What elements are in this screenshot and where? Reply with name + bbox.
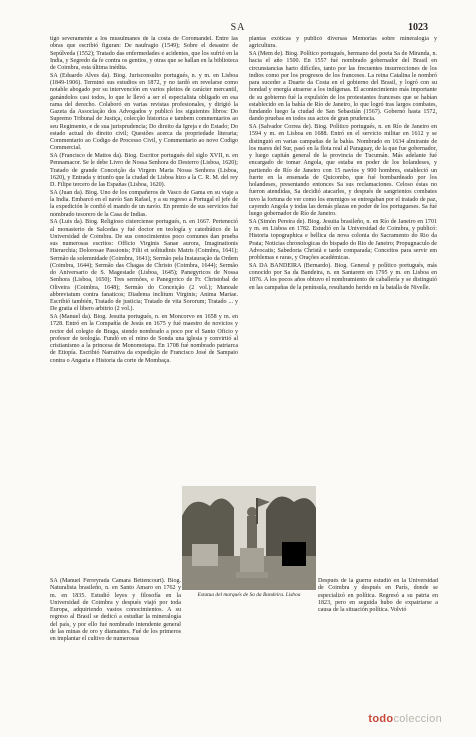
left-entry xyxy=(50,219,238,313)
left-entry xyxy=(50,190,238,219)
statue-flagpole xyxy=(256,498,258,524)
watermark-brand: todo xyxy=(368,713,394,725)
bottom-right-entry: Después de la guerra estudió en la Universidad de Coimbra y después en París, donde se especializó en política. Regresó a su patria en 1823, pero en seguida hubo de expatriarse a causa de la situación política. Volvió xyxy=(318,578,438,613)
left-entry xyxy=(50,36,238,72)
left-entry xyxy=(50,73,238,153)
right-entry-text: SA (Salvador Correa de). Biog. Político portugués, n. en Río de Janeiro en 1594 y m. en Lisboa en 1688. Entró en el servicio militar en 1612 y se distinguió en varias campañas de la bahía. Nombrado en 1634 almirante de los mares del Sur, pasó en la flota real al Paraguay, de la que fue gobernador, y luego capitán general de la provincia de Tucumán. Más adelante fué encargado de tomar Angola, que estaba en poder de los holandeses, y partiendo de Río de Janeiro con 15 navíos y 900 hombres, estableció un fuerte en la ensenada de Quicombo, que fué bombardeado por los holandeses, presentando entonces Sa sus reclamaciones. Celoso éstas no fueron atendidas, Sa decidió atacarles, y después de sangrientos combates tuvo la fortuna de ver como los enemigos se entregaban por el tratado de paz, cayendo Angola y todas las demás plazas en poder de los portugueses. Sa fué luego gobernador de Río de Janeiro. xyxy=(249,124,437,217)
left-entry xyxy=(50,153,238,189)
right-entry-text: plantas exóticas y publicó diversas Memorias sobre mineralogía y agricultura. xyxy=(249,36,437,50)
left-entry-text: SA (Manuel da). Biog. Jesuita portugués, n. en Moncorvo en 1658 y m. en 1728. Entró en la Compañía de Jesús en 1675 y fué maestro de novicios y rector del colegio de Braga, siendo nombrado a poco por el Santo Oficio y profesor de teología. Fundó en el reino de Sonda una iglesia y convirtió al cristianismo a la princesa de Monomotapa. En 1708 fué nombrado patriarca de Etiopía. Escribió Narrativa da expedição de Francisco José de Sampaio contra o Angaria e Historia da corte de Mombaça. xyxy=(50,314,238,364)
statue-figure xyxy=(247,516,257,548)
bottom-left-entry: SA (Manuel Ferreyrada Camara Bettencourt). Biog. Naturalista brasileño, n. en Santo Amaro en 1762 y m. en 1835. Estudió leyes y filosofía en la Universidad de Coimbra y después viajó por toda Europa, adquiriendo vastos conocimientos. A su regreso al Brasil se dedicó a estudiar la mineralogía del país, y por ello fué nombrado intendente general de las minas de oro y diamantes. Fué de los primeros en implantar el cultivo de numerosas xyxy=(50,578,181,642)
right-entry xyxy=(249,124,437,218)
statue-head xyxy=(247,507,257,517)
right-entry-text: SA (Simón Pereira de). Biog. Jesuita brasileño, n. en Río de Janeiro en 1701 y m. en Lisboa en 1782. Estudió en la Universidad de Coimbra, y publicó: Historia topographica e bellica da nova colonia do Sacramento do Rio da Prata; Noticias chronologicas do bispado do Rio de Janeiro; Propugnaculo de Advocatis; Sabedoria Christã e tardo comparada; Conceitos para servir em problemas e raras, y Orações académicas. xyxy=(249,218,437,261)
watermark-rest: coleccion xyxy=(393,713,442,725)
left-entry-text: SA (Eduardo Alves da). Biog. Jurisconsulto portugués, n. y m. en Lisboa (1849-1906). Terminó sus estudios en 1872, y no tardó en revelarse como notable abogado por su intervención en varios pleitos de carácter mercantil, ganándolos casi todos, lo que le llevó a ser el especialista obligado en esa rama del derecho. Colaboró en varias revistas profesionales, y dirigió la Gazeta da Associação dos Advogados y publicó los siguientes libros: Do Supremo Tribunal de Justiça, colecção historica e tambem commentarios ao seu Regimento, e de sua jurisprudencia; Do direito da Igreja e do Estado; Do estado actual do direito civil; Questões acerca da propriedade literaria; Commentario ao Codigo de Processo Civil, y Commentario ao novo Codigo Commercial. xyxy=(50,72,238,152)
right-entry-text: SA DA BANDEIRA (Bernardo). Biog. General y político portugués, más conocido por Sa da Bandeira, n. en Santarem en 1795 y m. en Lisboa en 1876. A los pocos años obtuvo el nombramiento de caballería y se distinguió en las campañas de la península, resultando herido en la batalla de Nivelle. xyxy=(249,262,437,291)
left-entry-text: tigó severamente a los musulmanes de la costa de Coromandel. Entre las obras que escribió figuran: De naufragio (1549); Sobre el desastre de Sepúlveda (1552); Tratado das enfermedades e acidentes, que los sufrió en la India, y Segredo da fe contra os gentios, y otras que se hallan en la biblioteca de Coimbra, esta última inédita. xyxy=(50,36,238,71)
statue-photo-drawing xyxy=(182,486,316,590)
right-entry xyxy=(249,36,437,51)
statue-base xyxy=(236,572,268,578)
right-building xyxy=(282,542,306,566)
right-column xyxy=(249,36,437,496)
left-column xyxy=(50,36,238,506)
right-entry xyxy=(249,51,437,124)
left-entry-text: SA (Francisco de Mattos da). Biog. Escritor portugués del siglo XVII, n. en Pennamacor. Se le debe Livro de Nossa Senhora do Desterro (Lisboa, 1620); Tratado de grande Conceição da Virgem Maria Nossa Senhora (Lisboa, 1620), y Entrada y triunfo que la ciudad de Lisboa hizo a la C. R. M. del rey D. Filipe tercero de las Españas (Lisboa, 1620). xyxy=(50,153,238,188)
right-entry xyxy=(249,263,437,292)
statue-photograph xyxy=(182,486,316,590)
left-entry xyxy=(50,314,238,365)
left-entry-text: SA (Luis da). Biog. Religioso cisterciense portugués, n. en 1667. Perteneció al monasterio de Salcedas y fué doctor en teología y catedrático de la Universidad de Coimbra. De sus conocimientos poco comunes dan prueba sus numerosas escritos: Officio Virginis Sanae aurora, Imaginationis Hierarchia; Dolorosae Passionis; Filii et solitudinis Matris (Coimbra, 1641); Sermão da solemnidade (Coimbra, 1641); Sermão pela Instauração da Ordem (Coimbra, 1644); Sermão das Chagas de Christo (Coimbra, 1644); Sermão do Aniversario de S. Magestade (Lisboa, 1645); Panegyricos de Nossa Senhora (Lisboa, 1650); Tres sermões, e Panegyrico de Fr. Christobal de Oliveira (Coimbra, 1648); Sermão do Conceição (2 vol.); Manoale abbreviatum contra fanaticos; Diadema inclitum Virginis; Anima Mariae. Escribió también, Tratado de justicia; Tratado de vita Sororum; Tratado ... y De gratia el libero arbitrio (2 vol.). xyxy=(50,219,238,313)
photo-caption: Estatua del marqués de Sa da Bandeira. Lisboa xyxy=(197,592,301,598)
right-entry xyxy=(249,219,437,263)
right-entry-text: SA (Mem de). Biog. Político portugués, hermano del poeta Sa de Miranda, n. hacia el año 1500. En 1557 fué nombrado gobernador del Brasil en circunstancias harto difíciles, tanto por las frecuentes insurrecciones de los indios como por los progresos de los franceses. La reina Catalina le nombró para suceder a Duarte da Costa en el gobierno del Brasil, y logró con su bondad y energía atraerse a los indígenas. El acontecimiento más importante de su gobierno fué la expulsión de los protestantes franceses que se habían establecido en la bahía de Río de Janeiro, lo que logró tras largos combates, fundando luego la ciudad de San Sebastián (1567). Gobernó hasta 1572, dando pruebas en todos sus actos de gran prudencia. xyxy=(249,51,437,123)
statue-pedestal xyxy=(240,548,264,574)
left-building xyxy=(192,544,218,566)
running-head-word: SA xyxy=(230,22,246,33)
page-number: 1023 xyxy=(408,22,428,33)
watermark xyxy=(368,713,442,725)
left-entry-text: SA (Juan da). Biog. Uno de los compañeros de Vasco de Gama en su viaje a la India. Embarcó en el navío San Rafael, y a su regreso a Portugal el jefe de la expedición le confió el mando de un navío. En premio de sus servicios fué nombrado tesorero de la Casa de Indias. xyxy=(50,189,238,218)
